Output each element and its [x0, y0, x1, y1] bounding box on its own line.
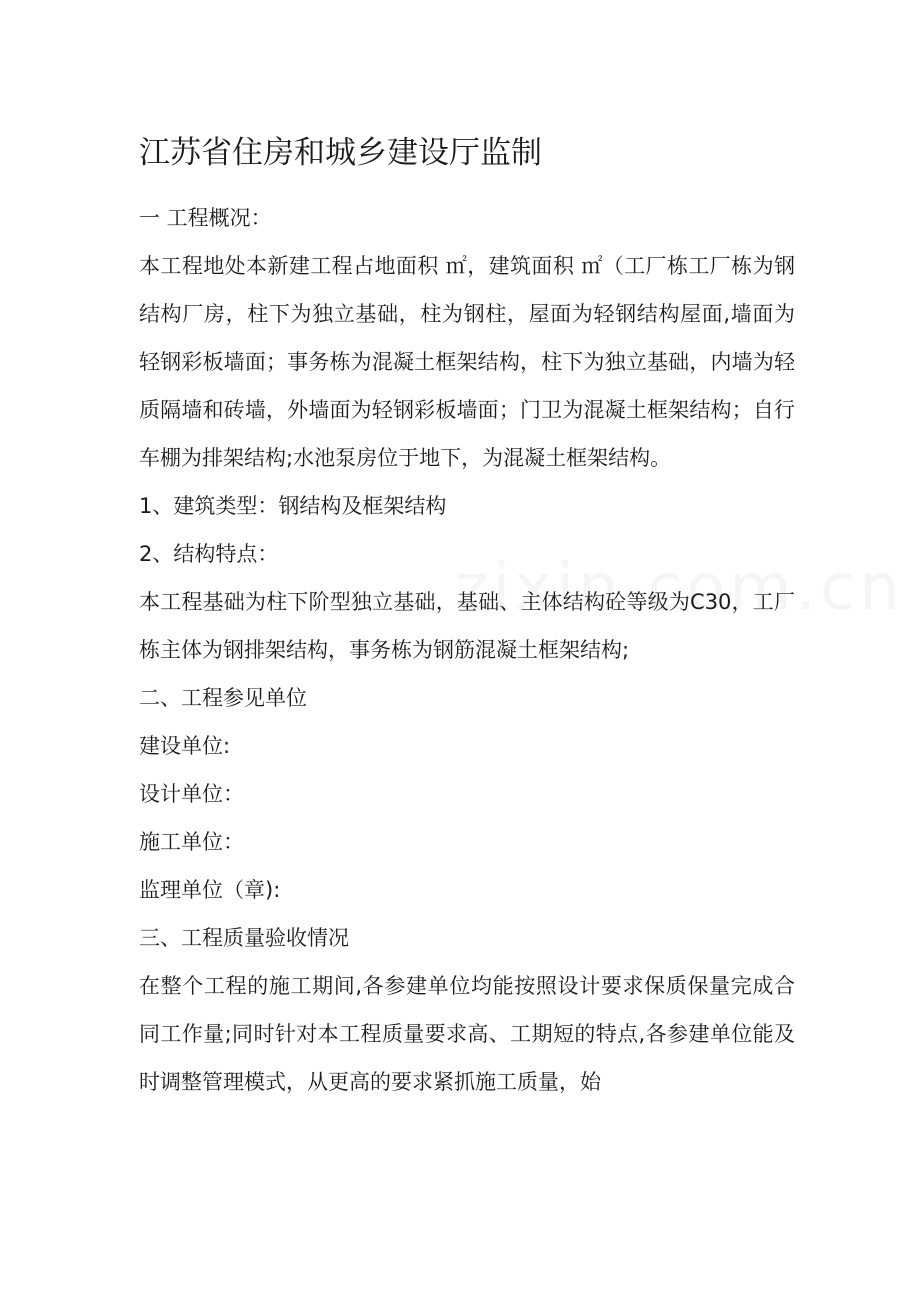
construction-unit-field: 建设单位: [139, 734, 231, 758]
section-heading-participants: 二、工程参见单位 [139, 686, 307, 710]
structure-paragraph: 本工程基础为柱下阶型独立基础，基础、主体结构砼等级为C30，工厂栋主体为钢排架结构，事务栋为钢筋混凝土框架结构; [139, 590, 795, 662]
overview-paragraph: 本工程地处本新建工程占地面积 ㎡，建筑面积 ㎡（工厂栋工厂栋为钢结构厂房，柱下为独立基础，柱为钢柱，屋面为轻钢结构屋面,墙面为轻钢彩板墙面；事务栋为混凝土框架结构，柱下为独立基础，内墙为轻质隔墙和砖墙，外墙面为轻钢彩板墙面；门卫为混凝土框架结构；自行车棚为排架结构;水池泵房位于地下，为混凝土框架结构。 [139, 254, 795, 470]
section-heading-overview: 一 工程概况： [139, 206, 272, 230]
document-title: 江苏省住房和城乡建设厅监制 [139, 135, 542, 171]
supervision-unit-field: 监理单位（章): [139, 878, 281, 902]
builder-unit-field: 施工单位： [139, 830, 244, 854]
section-heading-quality: 三、工程质量验收情况 [139, 926, 349, 950]
quality-paragraph: 在整个工程的施工期间,各参建单位均能按照设计要求保质保量完成合同工作量;同时针对本工程质量要求高、工期短的特点,各参建单位能及时调整管理模式，从更高的要求紧抓施工质量，始 [139, 974, 795, 1094]
structure-features-item: 2、结构特点： [139, 542, 279, 566]
building-type-item: 1、建筑类型：钢结构及框架结构 [139, 494, 447, 518]
design-unit-field: 设计单位： [139, 782, 244, 806]
document-content [139, 126, 795, 1106]
